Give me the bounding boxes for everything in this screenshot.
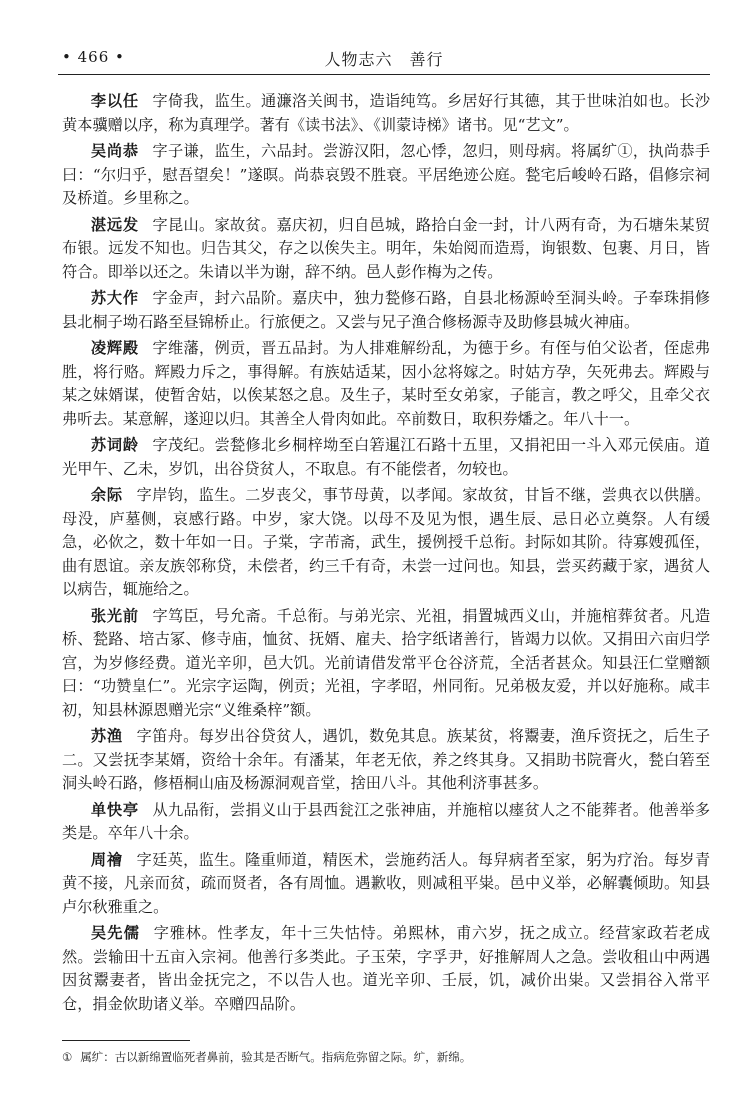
footnote-text: 属纩：古以新绵置临死者鼻前，验其是否断气。指病危弥留之际。纩，新绵。 (80, 1050, 472, 1064)
footnote-mark: ① (62, 1050, 73, 1064)
biography-entry (62, 287, 710, 334)
person-name: 周禬 (90, 850, 123, 869)
biography-entry (62, 922, 710, 1016)
person-name: 吴尚恭 (90, 142, 139, 160)
biography-text: 字维藩，例贡，晋五品封。为人排难解纷乱，为德于乡。有侄与伯父讼者，侄虑弗胜，将行赂。辉殿力斥之，事得解。有族姑适某，因小忿将嫁之。时姑方孕，矢死弗去。辉殿与某之妹婿谋，使暂舍姑，以俟某怒之息。及生子，某时至女弟家，子能言，教之呼父，且牵父衣弗听去。某意解，遂迎以归。其善全人骨肉如此。卒前数日，取积券燔之。年八十一。 (62, 339, 711, 428)
biography-text: 字倚我，监生。通濂洛关闽书，造诣纯笃。乡居好行其德，其于世味泊如也。长沙黄本骥赠以序，称为真理学。著有《读书法》、《训蒙诗梯》诸书。见“艺文”。 (62, 92, 711, 134)
person-name: 李以任 (90, 92, 139, 110)
biography-entry (62, 484, 710, 602)
person-name: 湛远发 (90, 215, 139, 234)
person-name: 凌辉殿 (90, 339, 139, 357)
biography-entry (62, 434, 710, 481)
person-name: 张光前 (90, 606, 139, 625)
biography-text: 字笃臣，号允斋。千总衔。与弟光宗、光祖，捐置城西义山，并施棺葬贫者。凡造桥、甃路、培古冢、修寺庙，恤贫、抚婿、雇夫、拾字纸诸善行，皆竭力以佽。又捐田六亩归学宫，为岁修经费。道光辛卯，邑大饥。光前请借发常平仓谷济荒，全活者甚众。知县汪仁堂赠额曰：“功赞皇仁”。光宗字运陶，例贡；光祖，字孝昭，州同衔。兄弟极友爱，并以好施称。咸丰初，知县林源恩赠光宗“义维桑梓”额。 (62, 606, 711, 719)
biography-text: 字岸钧，监生。二岁丧父，事节母黄，以孝闻。家故贫，甘旨不继，尝典衣以供膳。母没，庐墓侧，哀感行路。中岁，家大饶。以母不及见为恨，遇生辰、忌日必立奠祭。人有缓急，必佽之，数十年如一日。子棠，字芾斋，武生，援例授千总衔。封际如其阶。待寡嫂孤侄，曲有恩谊。亲友族邻称贷，未偿者，约三千有奇，未尝一过问也。知县，尝买药藏于家，遇贫人以病告，辄施给之。 (62, 486, 711, 598)
person-name: 苏词龄 (90, 436, 139, 454)
biography-entry (62, 725, 710, 796)
person-name: 单快亭 (90, 800, 139, 819)
running-head: 人物志六 善行 (324, 50, 444, 69)
biography-text: 字子谦，监生，六品封。尝游汉阳，忽心悸，忽归，则母病。将属纩①，执尚恭手曰：“尔归乎，慰吾望矣！”遂暝。尚恭哀毁不胜衰。平居绝迹公庭。甃宅后峻岭石路，倡修宗祠及桥道。乡里称之。 (62, 142, 711, 207)
biography-text: 字廷英，监生。隆重师道，精医术，尝施药活人。每舁病者至家，躬为疗治。每岁青黄不接，凡亲而贫，疏而贤者，各有周恤。遇歉收，则减租平粜。邑中义举，必解囊倾助。知县卢尔秋雅重之。 (62, 850, 711, 916)
page-header (58, 44, 710, 75)
biography-entry (62, 90, 710, 137)
person-name: 苏大作 (90, 289, 139, 307)
person-name: 苏渔 (90, 727, 123, 745)
biography-text: 字金声，封六品阶。嘉庆中，独力甃修石路，自县北杨源岭至洞头岭。子奉珠捐修县北桐子坳石路至昼锦桥止。行旅便之。又尝与兄子渔合修杨源寺及助修县城火神庙。 (62, 289, 711, 331)
biography-text: 字昆山。家故贫。嘉庆初，归自邑城，路拾白金一封，计八两有奇，为石塘朱某贸布银。远发不知也。归告其父，存之以俟失主。明年，朱始阅而造焉，询银数、包裹、月日，皆符合。即举以还之。朱请以半为谢，辞不纳。邑人彭作梅为之传。 (62, 215, 711, 281)
biography-entry (62, 214, 710, 285)
biography-entry (62, 140, 710, 211)
biography-entry (62, 849, 710, 920)
person-name: 吴先儒 (90, 924, 141, 942)
biography-text: 字笛舟。每岁出谷贷贫人，遇饥，数免其息。族某贫，将鬻妻，渔斥资抚之，后生子二。又尝抚李某婿，资给十余年。有潘某，年老无依，养之终其身。又捐助书院膏火，甃白箬至洞头岭石路，修梧桐山庙及杨源洞观音堂，捨田八斗。其他利济事甚多。 (62, 727, 711, 792)
biography-text: 字雅林。性孝友，年十三失怙恃。弟熙林，甫六岁，抚之成立。经营家政若老成然。尝输田十五亩入宗祠。他善行多类此。子玉荣，字孚尹，好推解周人之急。尝收租山中两遇因贫鬻妻者，皆出金抚完之，不以告人也。道光辛卯、壬辰，饥，减价出粜。又尝捐谷入常平仓，捐金佽助诸义举。卒赠四品阶。 (62, 924, 711, 1013)
person-name: 余际 (90, 486, 123, 504)
biography-text: 从九品衔，尝捐义山于县西瓮江之张神庙，并施棺以瘗贫人之不能葬者。他善举多类是。卒年八十余。 (62, 800, 711, 842)
biography-text: 字茂纪。尝甃修北乡桐梓坳至白箬暹江石路十五里，又捐祀田一斗入邓元侯庙。道光甲午、乙未，岁饥，出谷贷贫人，不取息。有不能偿者，勿较也。 (62, 436, 711, 478)
biography-entry (62, 337, 710, 431)
page-number: • 466 • (62, 48, 125, 66)
biography-entry (62, 799, 710, 846)
biography-entry (62, 605, 710, 723)
footnote (62, 1048, 710, 1066)
footnote-divider (62, 1040, 190, 1041)
biography-list (62, 90, 710, 1019)
